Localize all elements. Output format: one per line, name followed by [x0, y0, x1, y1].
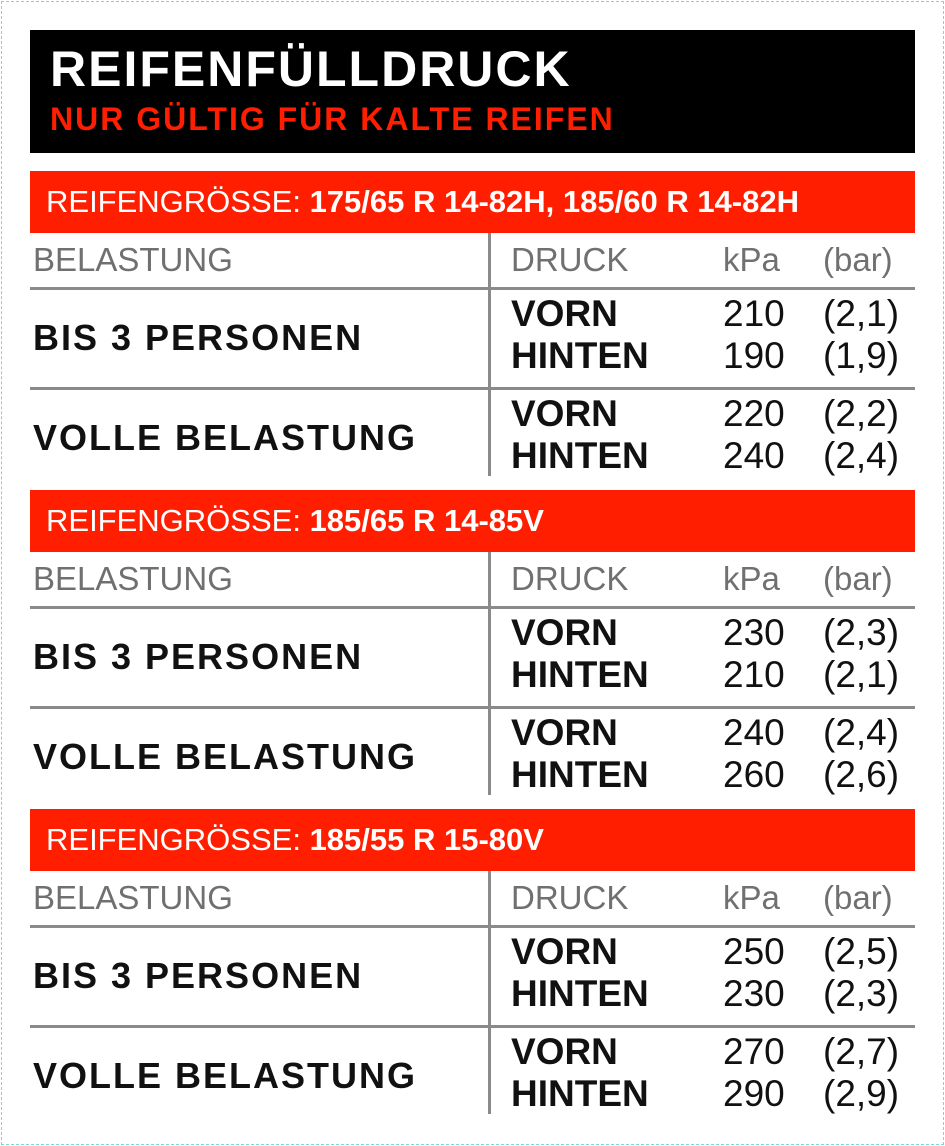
axle-label: VORN — [511, 612, 618, 653]
load-condition: BIS 3 PERSONEN — [33, 955, 364, 996]
pressure-kpa: 240 — [723, 435, 785, 476]
pressure-kpa: 210 — [723, 654, 785, 695]
column-header-load: BELASTUNG — [33, 879, 233, 916]
axle-label: HINTEN — [511, 654, 649, 695]
tire-size-value: 185/55 R 15-80V — [309, 822, 544, 857]
pressure-bar: (2,7) — [823, 1031, 900, 1072]
pressure-kpa: 190 — [723, 335, 785, 376]
column-divider — [488, 552, 491, 795]
tire-size-label: REIFENGRÖSSE: — [46, 822, 301, 857]
page-subtitle: NUR GÜLTIG FÜR KALTE REIFEN — [50, 101, 615, 137]
tire-size-bar — [30, 490, 915, 552]
tire-size-section — [30, 171, 915, 476]
column-header-kpa: kPa — [723, 241, 780, 278]
pressure-bar: (2,1) — [823, 293, 900, 334]
load-condition: VOLLE BELASTUNG — [33, 1055, 418, 1096]
column-header-pressure: DRUCK — [511, 879, 629, 916]
load-condition: VOLLE BELASTUNG — [33, 417, 418, 458]
column-divider — [488, 233, 491, 476]
pressure-bar: (2,6) — [823, 754, 900, 795]
pressure-kpa: 250 — [723, 931, 785, 972]
tire-size-section — [30, 490, 915, 795]
pressure-bar: (2,3) — [823, 612, 900, 653]
tire-size-bar — [30, 171, 915, 233]
axle-label: HINTEN — [511, 335, 649, 376]
pressure-bar: (2,1) — [823, 654, 900, 695]
column-header-bar: (bar) — [823, 241, 893, 278]
pressure-kpa: 270 — [723, 1031, 785, 1072]
pressure-bar: (2,5) — [823, 931, 900, 972]
pressure-bar: (2,3) — [823, 973, 900, 1014]
title-banner — [30, 30, 915, 153]
axle-label: HINTEN — [511, 754, 649, 795]
pressure-kpa: 220 — [723, 393, 785, 434]
tire-size-label: REIFENGRÖSSE: — [46, 503, 301, 538]
pressure-kpa: 260 — [723, 754, 785, 795]
tire-size-value: 175/65 R 14-82H, 185/60 R 14-82H — [309, 184, 799, 219]
axle-label: VORN — [511, 1031, 618, 1072]
column-header-pressure: DRUCK — [511, 241, 629, 278]
axle-label: VORN — [511, 712, 618, 753]
pressure-kpa: 230 — [723, 612, 785, 653]
tire-size-value: 185/65 R 14-85V — [309, 503, 544, 538]
page-title: REIFENFÜLLDRUCK — [50, 41, 572, 97]
load-condition: VOLLE BELASTUNG — [33, 736, 418, 777]
pressure-bar: (2,2) — [823, 393, 900, 434]
pressure-kpa: 230 — [723, 973, 785, 1014]
column-header-kpa: kPa — [723, 560, 780, 597]
pressure-kpa: 240 — [723, 712, 785, 753]
axle-label: VORN — [511, 293, 618, 334]
pressure-kpa: 210 — [723, 293, 785, 334]
column-header-bar: (bar) — [823, 879, 893, 916]
axle-label: VORN — [511, 393, 618, 434]
pressure-bar: (1,9) — [823, 335, 900, 376]
column-header-kpa: kPa — [723, 879, 780, 916]
column-divider — [488, 871, 491, 1114]
column-header-pressure: DRUCK — [511, 560, 629, 597]
column-header-bar: (bar) — [823, 560, 893, 597]
pressure-bar: (2,4) — [823, 435, 900, 476]
pressure-bar: (2,9) — [823, 1073, 900, 1114]
column-header-load: BELASTUNG — [33, 241, 233, 278]
axle-label: HINTEN — [511, 435, 649, 476]
tire-size-bar — [30, 809, 915, 871]
column-header-load: BELASTUNG — [33, 560, 233, 597]
load-condition: BIS 3 PERSONEN — [33, 317, 364, 358]
tire-size-section — [30, 809, 915, 1114]
axle-label: VORN — [511, 931, 618, 972]
tire-size-label: REIFENGRÖSSE: — [46, 184, 301, 219]
axle-label: HINTEN — [511, 1073, 649, 1114]
axle-label: HINTEN — [511, 973, 649, 1014]
pressure-kpa: 290 — [723, 1073, 785, 1114]
load-condition: BIS 3 PERSONEN — [33, 636, 364, 677]
pressure-bar: (2,4) — [823, 712, 900, 753]
